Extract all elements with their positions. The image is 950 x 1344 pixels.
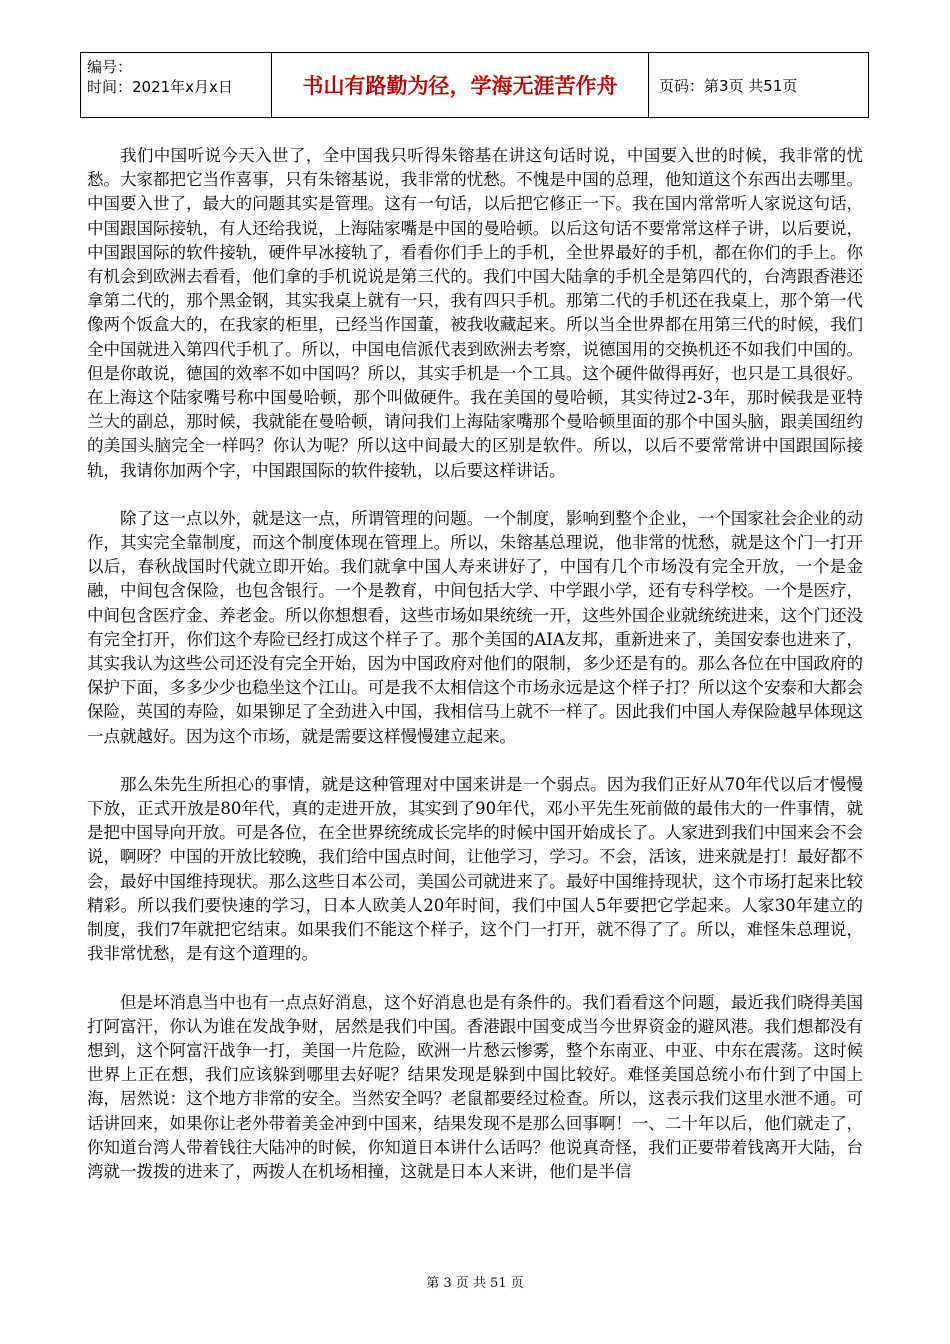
- header-page-number: 页码：第3页 共51页: [659, 76, 798, 95]
- document-body: [87, 144, 863, 1208]
- paragraph: 除了这一点以外，就是这一点，所谓管理的问题。一个制度，影响到整个企业，一个国家社会企业的动作，其实完全靠制度，而这个制度体现在管理上。所以，朱镕基总理说，他非常的忧愁，就是这个门一打开以后，春秋战国时代就立即开始。我们就拿中国人寿来讲好了，中国有几个市场没有完全开放，一个是金融，中间包含保险，也包含银行。一个是教育，中间包括大学、中学跟小学，还有专科学校。一个是医疗，中间包含医疗金、养老金。所以你想想看，这些市场如果统统一开，这些外国企业就统统进来，这个门还没有完全打开，你们这个寿险已经打成这个样子了。那个美国的AIA友邦，重新进来了，美国安泰也进来了，其实我认为这些公司还没有完全开始，因为中国政府对他们的限制，多少还是有的。那么各位在中国政府的保护下面，多多少少也稳坐这个江山。可是我不太相信这个市场永远是这个样子打？所以这个安泰和大都会保险，英国的寿险，如果铆足了全劲进入中国，我相信马上就不一样了。因此我们中国人寿保险越早体现这一点就越好。因为这个市场，就是需要这样慢慢建立起来。: [87, 508, 863, 746]
- paragraph: 那么朱先生所担心的事情，就是这种管理对中国来讲是一个弱点。因为我们正好从70年代以后才慢慢下放，正式开放是80年代，真的走进开放，其实到了90年代，邓小平先生死前做的最伟大的一件事情，就是把中国导向开放。可是各位，在全世界统统成长完毕的时候中国开始成长了。人家进到我们中国来会不会说，啊呀？中国的开放比较晚，我们给中国点时间，让他学习，学习。不会，活该，进来就是打！最好都不会，最好中国维持现状。那么这些日本公司，美国公司就进来了。最好中国维持现状，这个市场打起来比较精彩。所以我们要快速的学习，日本人欧美人20年时间，我们中国人5年要把它学起来。人家30年建立的制度，我们7年就把它结束。如果我们不能这个样子，这个门一打开，就不得了了。所以，难怪朱总理说，我非常忧愁，是有这个道理的。: [87, 774, 863, 964]
- paragraph: 但是坏消息当中也有一点点好消息，这个好消息也是有条件的。我们看看这个问题，最近我们晓得美国打阿富汗，你认为谁在发战争财，居然是我们中国。香港跟中国变成当今世界资金的避风港。我们想都没有想到，这个阿富汗战争一打，美国一片危险，欧洲一片愁云惨雾，整个东南亚、中亚、中东在震荡。这时候世界上正在想，我们应该躲到哪里去好呢？结果发现是躲到中国比较好。难怪美国总统小布什到了中国上海，居然说：这个地方非常的安全。当然安全吗？老鼠都要经过检查。所以，这表示我们这里水泄不通。可话讲回来，如果你让老外带着美金冲到中国来，结果发现不是那么回事啊！一、二十年以后，他们就走了，你知道台湾人带着钱往大陆冲的时候，你知道日本讲什么话吗？他说真奇怪，我们正要带着钱离开大陆，台湾就一拨拨的进来了，两拨人在机场相撞，这就是日本人来讲，他们是半信: [87, 992, 863, 1181]
- header-meta: [81, 53, 272, 117]
- paragraph: 我们中国听说今天入世了，全中国我只听得朱镕基在讲这句话时说，中国要入世的时候，我非常的忧愁。大家都把它当作喜事，只有朱镕基说，我非常的忧愁。不愧是中国的总理，他知道这个东西出去哪里。中国要入世了，最大的问题其实是管理。这有一句话，以后把它修正一下。我在国内常常听人家说这句话，中国跟国际接轨，有人还给我说，上海陆家嘴是中国的曼哈顿。以后这句话不要常常这样子讲，以后要说，中国跟国际的软件接轨，硬件早冰接轨了，看看你们手上的手机，全世界最好的手机，都在你们的手上。你有机会到欧洲去看看，他们拿的手机说说是第三代的。我们中国大陆拿的手机全是第四代的，台湾跟香港还拿第二代的，那个黑金钢，其实我桌上就有一只，我有四只手机。那第二代的手机还在我桌上，那个第一代像两个饭盒大的，在我家的柜里，已经当作国董，被我收藏起来。所以当全世界都在用第三代的时候，我们全中国就进入第四代手机了。所以，中国电信派代表到欧洲去考察，说德国用的交换机还不如我们中国的。但是你敢说，德国的效率不如中国吗？所以，其实手机是一个工具。这个硬件做得再好，也只是工具很好。在上海这个陆家嘴号称中国曼哈顿，那个叫做硬件。我在美国的曼哈顿，其实待过2-3年，那时候我是亚特兰大的副总，那时候，我就能在曼哈顿，请问我们上海陆家嘴那个曼哈顿里面的那个中国头脑，跟美国纽约的美国头脑完全一样吗？你认为呢？所以这中间最大的区别是软件。所以，以后不要常常讲中国跟国际接轨，我请你加两个字，中国跟国际的软件接轨，以后要这样讲话。: [87, 146, 863, 480]
- header-motto: 书山有路勤为径，学海无涯苦作舟: [272, 53, 649, 117]
- page-footer: 第 3 页 共 51 页: [426, 1276, 524, 1291]
- document-number: 编号：: [87, 58, 133, 76]
- document-time: 时间：2021年x月x日: [87, 78, 233, 96]
- page-header: [80, 52, 869, 118]
